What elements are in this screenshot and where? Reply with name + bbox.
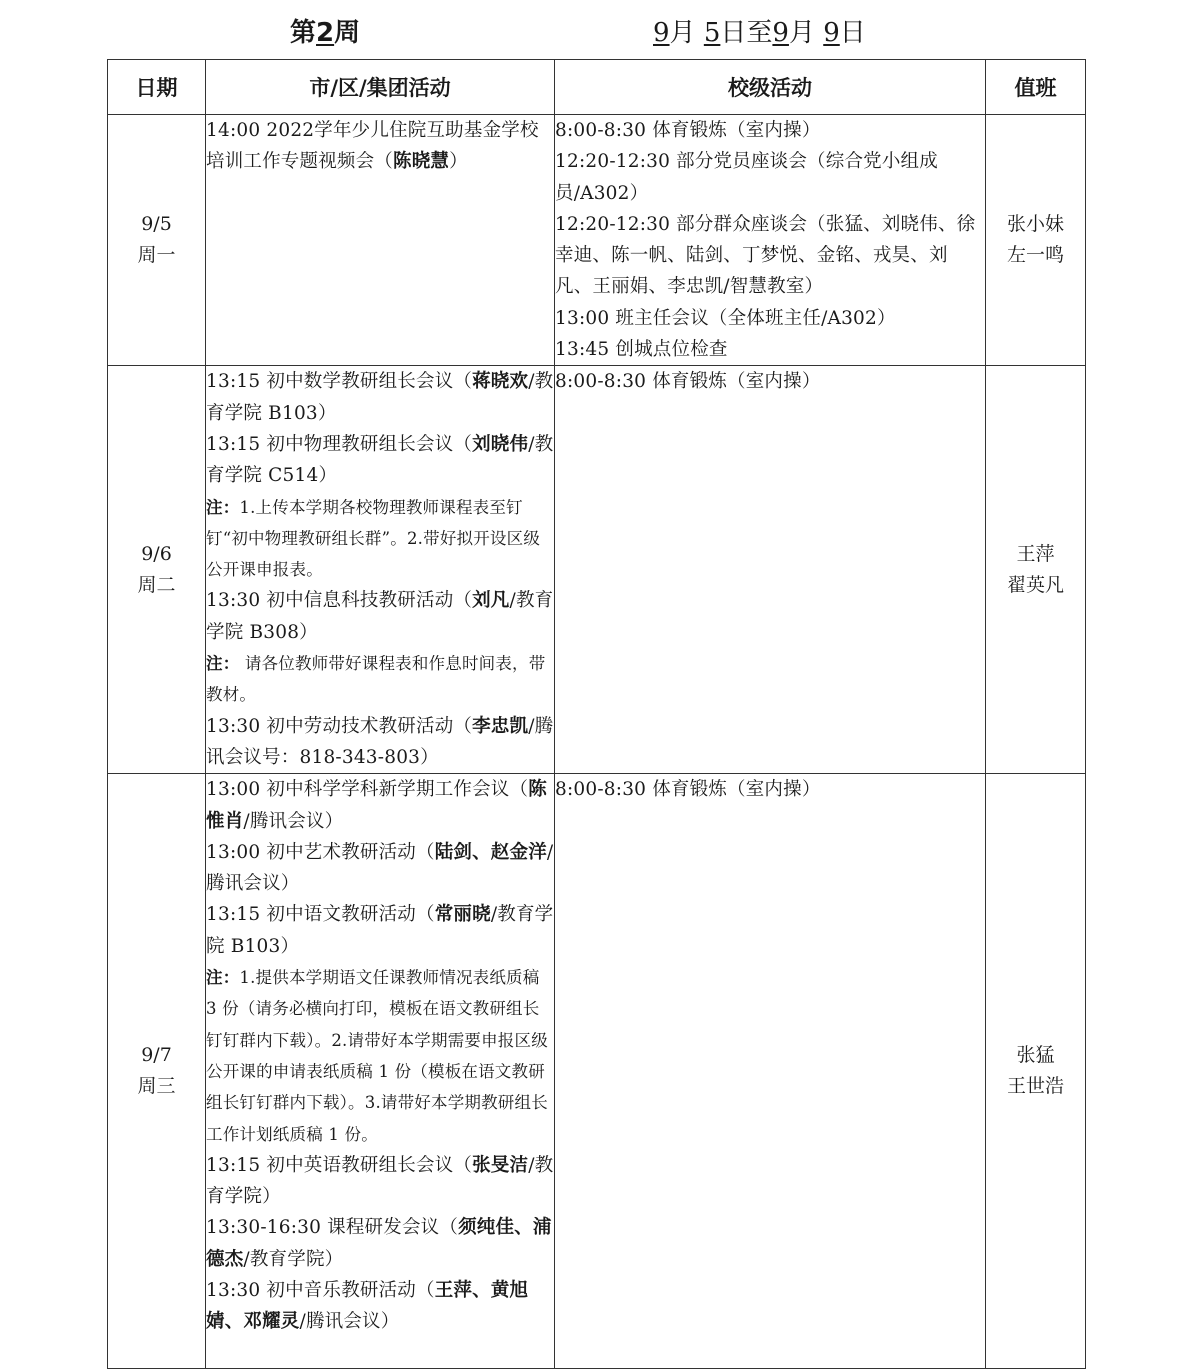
activity-text: 13:30-16:30 课程研发会议（ bbox=[206, 1217, 459, 1239]
activity-text: /教育学院 B308） bbox=[206, 590, 554, 643]
column-header-duty: 值班 bbox=[986, 60, 1086, 115]
activity-note bbox=[206, 648, 554, 711]
month-char: 月 bbox=[788, 18, 815, 48]
note-text: 1.上传本学期各校物理教师课程表至钉钉“初中物理教研组长群”。2.带好拟开设区级公开课申报表。 bbox=[206, 497, 541, 580]
activity-text: 14:00 2022学年少儿住院互助基金学校培训工作专题视频会（ bbox=[206, 120, 539, 173]
day-char: 日 bbox=[839, 18, 866, 48]
activity-text: /腾讯会议） bbox=[299, 1311, 400, 1333]
activity-item: 12:20-12:30 部分群众座谈会（张猛、刘晓伟、徐幸迪、陈一帆、陆剑、丁梦悦、金铭、戎昊、刘凡、王丽娟、李忠凯/智慧教室） bbox=[555, 213, 976, 298]
activity-item: 12:20-12:30 部分党员座谈会（综合党小组成员/A302） bbox=[555, 151, 938, 204]
day-char: 日 bbox=[720, 18, 747, 48]
contact-person: 陈晓慧 bbox=[393, 151, 450, 173]
column-header-date: 日期 bbox=[108, 60, 206, 115]
activity-text: /教育学院） bbox=[243, 1248, 344, 1270]
activity-item bbox=[206, 711, 554, 774]
activity-text: /腾讯会议） bbox=[243, 810, 344, 832]
contact-person: 须纯佳、浦德杰 bbox=[206, 1217, 552, 1270]
contact-person: 王萍、黄旭婧、邓耀灵 bbox=[206, 1279, 529, 1333]
contact-person: 李忠凯 bbox=[472, 715, 529, 737]
note-label: 注： bbox=[206, 497, 240, 517]
contact-person: 陆剑、赵金洋 bbox=[434, 841, 547, 863]
week-title bbox=[290, 12, 360, 49]
week-number: 2 bbox=[316, 18, 335, 48]
start-month: 9 bbox=[653, 18, 670, 48]
date-cell bbox=[108, 774, 206, 1369]
activity-item bbox=[206, 366, 554, 429]
date: 9/5 bbox=[141, 213, 172, 236]
note-label: 注： bbox=[206, 968, 240, 988]
date: 9/7 bbox=[141, 1044, 172, 1067]
column-header-district-activities: 市/区/集团活动 bbox=[206, 60, 555, 115]
weekday: 周一 bbox=[137, 244, 176, 267]
activity-text: 13:30 初中劳动技术教研活动（ bbox=[206, 715, 473, 737]
column-header-school-activities: 校级活动 bbox=[555, 60, 986, 115]
contact-person: 张旻洁 bbox=[472, 1154, 529, 1176]
activity-text: ） bbox=[449, 151, 468, 173]
activity-text: /教育学院 C514） bbox=[206, 433, 554, 487]
start-day: 5 bbox=[703, 18, 721, 48]
school-activities-cell bbox=[555, 366, 986, 774]
contact-person: 刘凡 bbox=[472, 590, 510, 612]
title-row bbox=[0, 8, 1191, 52]
note-label: 注： bbox=[206, 654, 240, 674]
activity-item bbox=[206, 429, 554, 492]
duty-person: 王世浩 bbox=[1006, 1075, 1064, 1098]
district-activities-cell bbox=[206, 366, 555, 774]
end-day: 9 bbox=[823, 18, 840, 48]
contact-person: 常丽晓 bbox=[434, 904, 491, 926]
contact-person: 陈惟肖 bbox=[206, 779, 547, 832]
date-cell bbox=[108, 366, 206, 774]
schedule-table bbox=[107, 59, 1086, 1369]
activity-item: 8:00-8:30 体育锻炼（室内操） bbox=[555, 779, 821, 801]
activity-note bbox=[206, 962, 554, 1150]
duty-person: 翟英凡 bbox=[1006, 573, 1064, 596]
activity-text: 13:15 初中语文教研活动（ bbox=[206, 904, 435, 926]
duty-person: 左一鸣 bbox=[1006, 244, 1064, 267]
activity-item bbox=[206, 837, 554, 900]
end-month: 9 bbox=[772, 18, 789, 48]
to-char: 至 bbox=[746, 18, 773, 48]
activity-text: 13:15 初中英语教研组长会议（ bbox=[206, 1154, 473, 1176]
activity-text: 13:30 初中音乐教研活动（ bbox=[206, 1279, 435, 1301]
date: 9/6 bbox=[141, 542, 172, 565]
activity-item bbox=[206, 1275, 554, 1338]
activity-text: /教育学院 B103） bbox=[206, 371, 554, 424]
weekday: 周二 bbox=[137, 573, 176, 596]
table-row bbox=[108, 774, 1086, 1369]
duty-person: 张猛 bbox=[1016, 1044, 1055, 1067]
activity-item bbox=[206, 899, 554, 962]
district-activities-cell bbox=[206, 774, 555, 1369]
activity-item: 13:00 班主任会议（全体班主任/A302） bbox=[555, 307, 896, 329]
activity-text: /教育学院 B103） bbox=[206, 904, 554, 957]
activity-text: 13:15 初中物理教研组长会议（ bbox=[206, 433, 473, 455]
activity-text: 13:30 初中信息科技教研活动（ bbox=[206, 590, 473, 612]
contact-person: 蒋晓欢 bbox=[472, 371, 529, 393]
activity-text: 13:15 初中数学教研组长会议（ bbox=[206, 371, 473, 393]
activity-text: 13:00 初中艺术教研活动（ bbox=[206, 841, 435, 863]
note-text: 1.提供本学期语文任课教师情况表纸质稿 3 份（请务必横向打印，模板在语文教研组长钉钉群内下载）。2.请带好本学期需要申报区级公开课的申请表纸质稿 1 份（模板在语文教研组长钉钉群内下载）。3.请带好本学期教研组长工作计划纸质稿 1 份。 bbox=[206, 968, 548, 1144]
activity-item: 8:00-8:30 体育锻炼（室内操） bbox=[555, 120, 821, 141]
table-row bbox=[108, 115, 1086, 366]
activity-item bbox=[206, 585, 554, 648]
duty-person: 王萍 bbox=[1016, 542, 1055, 565]
activity-note bbox=[206, 492, 554, 586]
week-suffix: 周 bbox=[334, 18, 361, 48]
duty-cell bbox=[986, 774, 1086, 1369]
contact-person: 刘晓伟 bbox=[472, 433, 529, 455]
activity-item: 8:00-8:30 体育锻炼（室内操） bbox=[555, 371, 821, 393]
district-activities-cell bbox=[206, 115, 555, 366]
activity-text: /腾讯会议） bbox=[206, 841, 554, 895]
school-activities-cell bbox=[555, 115, 986, 366]
date-cell bbox=[108, 115, 206, 366]
activity-item bbox=[206, 1212, 554, 1275]
duty-cell bbox=[986, 115, 1086, 366]
header-row bbox=[108, 60, 1086, 115]
note-text: 请各位教师带好课程表和作息时间表，带教材。 bbox=[206, 654, 546, 705]
date-range bbox=[653, 12, 866, 49]
activity-item bbox=[206, 1150, 554, 1213]
duty-person: 张小妹 bbox=[1006, 213, 1064, 236]
activity-text: /教育学院） bbox=[206, 1154, 554, 1208]
duty-cell bbox=[986, 366, 1086, 774]
activity-item: 13:45 创城点位检查 bbox=[555, 339, 728, 361]
activity-item bbox=[206, 774, 554, 837]
week-prefix: 第 bbox=[290, 18, 317, 48]
activity-text: /腾讯会议号：818-343-803） bbox=[206, 715, 554, 768]
table-row bbox=[108, 366, 1086, 774]
activity-item bbox=[206, 115, 554, 178]
weekday: 周三 bbox=[137, 1075, 176, 1098]
activity-text: 13:00 初中科学学科新学期工作会议（ bbox=[206, 779, 529, 801]
school-activities-cell bbox=[555, 774, 986, 1369]
month-char: 月 bbox=[669, 18, 696, 48]
